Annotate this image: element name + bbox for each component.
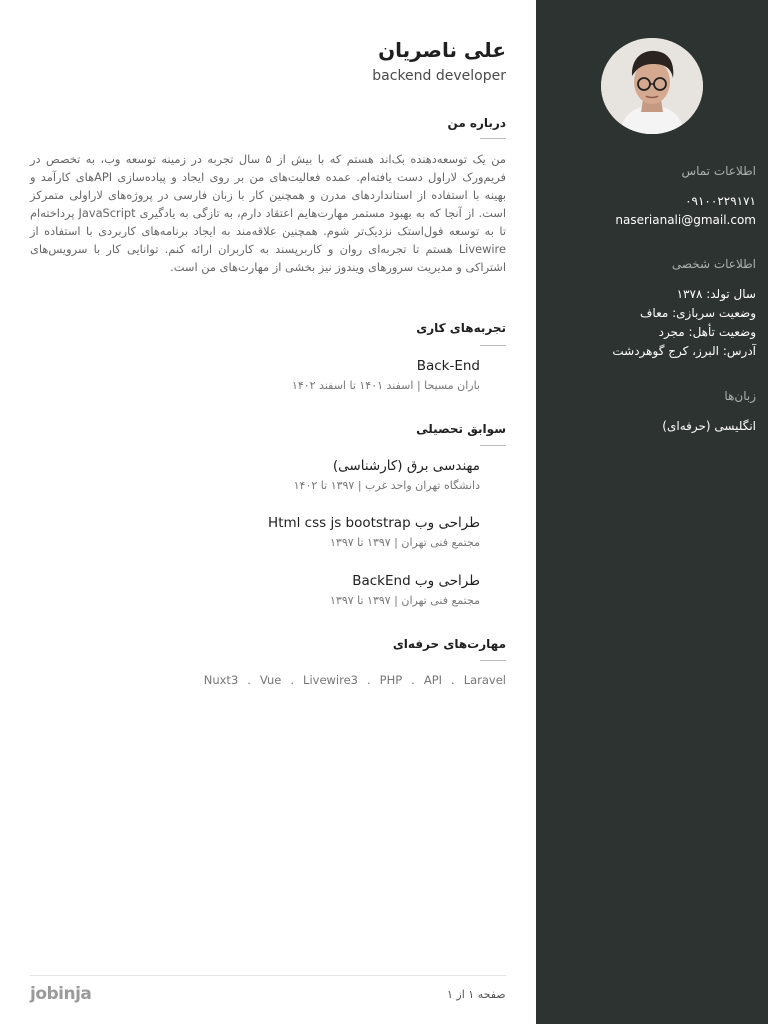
education-entry-subtitle: مجتمع فنی تهران | ۱۳۹۷ تا ۱۳۹۷ xyxy=(330,594,480,607)
skill-separator: . xyxy=(366,673,371,687)
languages-heading: زبان‌ها xyxy=(724,389,756,403)
skill-separator: . xyxy=(247,673,251,687)
footer-divider xyxy=(30,975,506,976)
contact-email: naserianali@gmail.com xyxy=(615,213,756,227)
skill-tag: Nuxt3 xyxy=(203,673,239,687)
skill-separator: . xyxy=(451,673,455,687)
skills-list xyxy=(204,673,506,687)
education-entry-title: مهندسی برق (کارشناسی) xyxy=(332,458,480,474)
personal-item: وضعیت تأهل: مجرد xyxy=(658,325,756,339)
education-entry xyxy=(268,514,480,551)
personal-section xyxy=(548,257,756,361)
about-heading: درباره من xyxy=(447,116,506,130)
avatar-portrait-icon xyxy=(601,38,703,134)
education-entry-subtitle: مجتمع فنی تهران | ۱۳۹۷ تا ۱۳۹۷ xyxy=(330,536,480,549)
contact-section xyxy=(548,164,756,230)
sidebar xyxy=(536,0,768,1024)
jobinja-logo: jobinja xyxy=(30,984,92,1004)
language-item: انگلیسی (حرفه‌ای) xyxy=(662,419,756,433)
experience-entry xyxy=(292,357,480,394)
skill-tag: PHP xyxy=(379,673,403,687)
skills-rule xyxy=(480,660,506,661)
education-entry-subtitle: دانشگاه تهران واحد غرب | ۱۳۹۷ تا ۱۴۰۲ xyxy=(293,479,480,492)
education-entry xyxy=(330,572,480,609)
education-entry-title: طراحی وب Html css js bootstrap xyxy=(268,515,480,531)
experience-heading: تجربه‌های کاری xyxy=(416,321,506,335)
skill-separator: . xyxy=(290,673,295,687)
languages-section xyxy=(548,389,756,436)
personal-heading: اطلاعات شخصی xyxy=(671,257,756,271)
avatar xyxy=(601,38,703,134)
page-number: صفحه ۱ از ۱ xyxy=(447,988,506,1001)
experience-entry-title: Back-End xyxy=(416,358,480,374)
skill-separator: . xyxy=(411,673,415,687)
personal-item: آدرس: البرز، کرج گوهردشت xyxy=(612,344,756,358)
skill-tag: API xyxy=(423,673,443,687)
about-rule xyxy=(480,138,506,139)
skills-heading: مهارت‌های حرفه‌ای xyxy=(392,637,506,651)
personal-item: سال تولد: ۱۳۷۸ xyxy=(676,287,756,301)
profile-title: backend developer xyxy=(372,68,506,84)
about-text: من یک توسعه‌دهنده بک‌اند هستم که با بیش از ۵ سال تجربه در زمینه توسعه وب، به تخصص در فریم‌ورک لاراول دست یافته‌ام. عمده فعالیت‌های من بر روی ایجاد و پیاده‌سازی APIهای کارآمد و بهینه با استفاده از استانداردهای مدرن و همچنین کار با زبان فارسی در پروژه‌های لاراولی متمرکز است. از آنجا که به بهبود مستمر مهارت‌هایم اعتقاد دارم، به تازگی به یادگیری JavaScript پرداخته‌ام تا به توسعه فول‌استک نزدیک‌تر شوم. همچنین علاقه‌مند به ایجاد برنامه‌های کاربردی با استفاده از Livewire هستم تا تجربه‌ای روان و کاربرپسند به کاربران ارائه کنم. توانایی کار با سرویس‌های اشتراکی و مدیریت سرورهای ویندوز نیز بخشی از مهارت‌های من است. xyxy=(30,152,506,274)
main-content xyxy=(30,0,506,1024)
experience-entry-subtitle: باران مسیحا | اسفند ۱۴۰۱ تا اسفند ۱۴۰۲ xyxy=(291,379,480,392)
contact-phone: ۰۹۱۰۰۲۲۹۱۷۱ xyxy=(685,194,756,208)
skill-tag: Vue xyxy=(259,673,282,687)
education-rule xyxy=(480,445,506,446)
personal-item: وضعیت سربازی: معاف xyxy=(639,306,756,320)
skill-tag: Laravel xyxy=(463,673,506,687)
education-entry-title: طراحی وب BackEnd xyxy=(352,573,480,589)
contact-heading: اطلاعات تماس xyxy=(681,164,756,178)
skill-tag: Livewire3 xyxy=(303,673,358,687)
education-entry xyxy=(294,457,480,494)
education-heading: سوابق تحصیلی xyxy=(416,422,506,436)
profile-name: علی ناصریان xyxy=(378,38,506,62)
experience-rule xyxy=(480,345,506,346)
